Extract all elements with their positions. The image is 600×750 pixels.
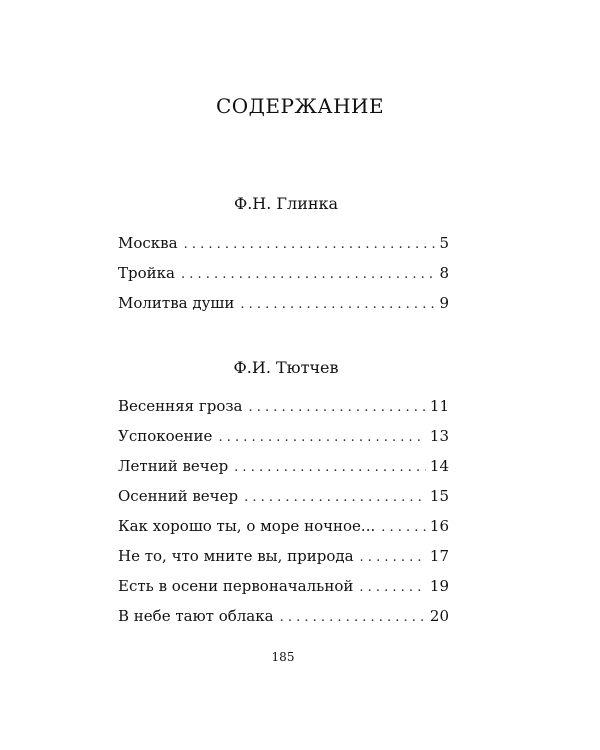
dot-leader [381, 520, 426, 535]
toc-entry-title: Есть в осени первоначальной [118, 577, 354, 595]
toc-entry-page: 15 [429, 487, 449, 505]
dot-leader [244, 490, 426, 505]
toc-entry-title: Москва [118, 234, 178, 252]
toc-entry-title: Летний вечер [118, 457, 229, 475]
toc-entry-page: 20 [429, 607, 449, 625]
toc-entry-page: 5 [439, 234, 449, 252]
toc-entry [118, 264, 449, 294]
dot-leader [181, 267, 436, 282]
toc-entry-page: 11 [429, 397, 449, 415]
toc-entry-title: Успокоение [118, 427, 213, 445]
dot-leader [280, 610, 426, 625]
dot-leader [360, 550, 426, 565]
toc-entry-page: 17 [429, 547, 449, 565]
toc-entry-page: 9 [439, 294, 449, 312]
section-author-glinka: Ф.Н. Глинка [233, 194, 339, 213]
toc-entry-title: Осенний вечер [118, 487, 239, 505]
section-author-tyutchev: Ф.И. Тютчев [233, 358, 339, 377]
toc-entry [118, 234, 449, 264]
toc-entry [118, 397, 449, 427]
toc-entry-title: Не то, что мните вы, природа [118, 547, 354, 565]
dot-leader [359, 580, 426, 595]
toc-entry-title: Как хорошо ты, о море ночное... [118, 517, 376, 535]
toc-entry [118, 607, 449, 637]
toc-entry-title: Весенняя гроза [118, 397, 243, 415]
toc-entry [118, 457, 449, 487]
toc-entry-page: 13 [429, 427, 449, 445]
toc-entry [118, 517, 449, 547]
toc-entry [118, 577, 449, 607]
toc-entry-page: 14 [429, 457, 449, 475]
page-title: СОДЕРЖАНИЕ [215, 94, 385, 118]
dot-leader [234, 460, 426, 475]
dot-leader [218, 430, 425, 445]
dot-leader [184, 237, 436, 252]
toc-entry [118, 427, 449, 457]
toc-entry [118, 487, 449, 517]
toc-list-tyutchev [118, 397, 449, 637]
dot-leader [240, 297, 435, 312]
toc-list-glinka [118, 234, 449, 324]
toc-entry [118, 547, 449, 577]
toc-entry [118, 294, 449, 324]
page-number: 185 [271, 650, 295, 664]
dot-leader [248, 400, 425, 415]
toc-entry-title: В небе тают облака [118, 607, 274, 625]
toc-entry-page: 19 [429, 577, 449, 595]
toc-entry-title: Тройка [118, 264, 175, 282]
toc-entry-page: 16 [429, 517, 449, 535]
toc-entry-title: Молитва души [118, 294, 235, 312]
toc-entry-page: 8 [439, 264, 449, 282]
